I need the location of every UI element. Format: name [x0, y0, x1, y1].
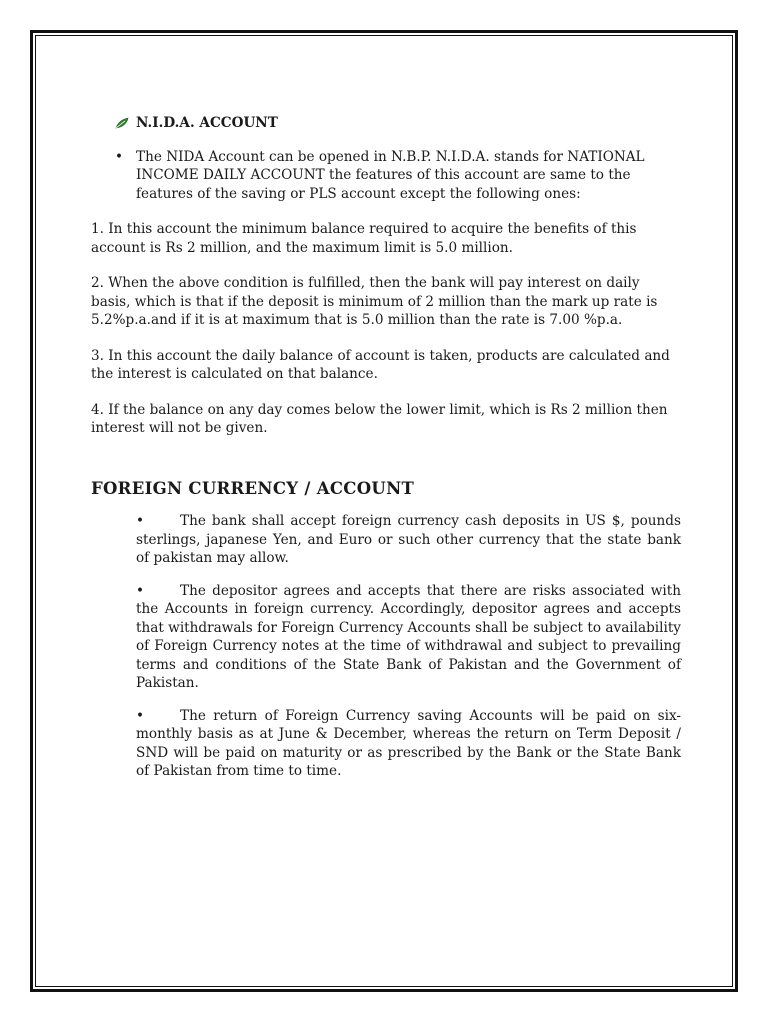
foreign-point-3 [136, 707, 681, 781]
foreign-point-2-text: The depositor agrees and accepts that there are risks associated with the Accounts in foreign currency. Accordingly, depositor agrees and accepts that withdrawals for Foreign Currency Accounts shall be subject to availability of Foreign Currency notes at the time of withdrawal and subject to prevailing terms and conditions of the State Bank of Pakistan and the Government of Pakistan. [136, 582, 681, 691]
foreign-point-2 [136, 582, 681, 693]
nida-point-2: 2. When the above condition is fulfilled, then the bank will pay interest on daily basis, which is that if the deposit is minimum of 2 million than the mark up rate is 5.2%p.a.and if it is at maximum that is 5.0 million than the rate is 7.00 %p.a. [91, 275, 658, 328]
nida-heading-text: N.I.D.A. ACCOUNT [136, 115, 278, 131]
nida-point-4: 4. If the balance on any day comes below the lower limit, which is Rs 2 million then interest will not be given. [91, 401, 668, 436]
nida-point-1: 1. In this account the minimum balance required to acquire the benefits of this account is Rs 2 million, and the maximum limit is 5.0 million. [91, 221, 637, 256]
leaf-bullet-icon [115, 117, 129, 129]
foreign-currency-heading: FOREIGN CURRENCY / ACCOUNT [91, 478, 415, 498]
document-body [91, 114, 681, 795]
bullet-icon: • [136, 707, 145, 724]
nida-heading [115, 114, 681, 133]
nida-intro-text: The NIDA Account can be opened in N.B.P. N.I.D.A. stands for NATIONAL INCOME DAILY ACCOUNT the features of this account are same to the features of the saving or PLS account except the following ones: [136, 148, 645, 202]
nida-intro [91, 148, 681, 204]
foreign-point-1-text: The bank shall accept foreign currency cash deposits in US $, pounds sterlings, japanese Yen, and Euro or such other currency that the state bank of pakistan may allow. [136, 513, 681, 566]
bullet-icon: • [115, 148, 124, 165]
bullet-icon: • [136, 513, 145, 529]
foreign-point-1 [136, 512, 681, 568]
nida-point-3: 3. In this account the daily balance of account is taken, products are calculated and the interest is calculated on that balance. [91, 347, 670, 382]
foreign-point-3-text: The return of Foreign Currency saving Accounts will be paid on six-monthly basis as at June & December, whereas the return on Term Deposit / SND will be paid on maturity or as prescribed by the Bank or the State Bank of Pakistan from time to time. [136, 707, 681, 779]
bullet-icon: • [136, 582, 145, 599]
